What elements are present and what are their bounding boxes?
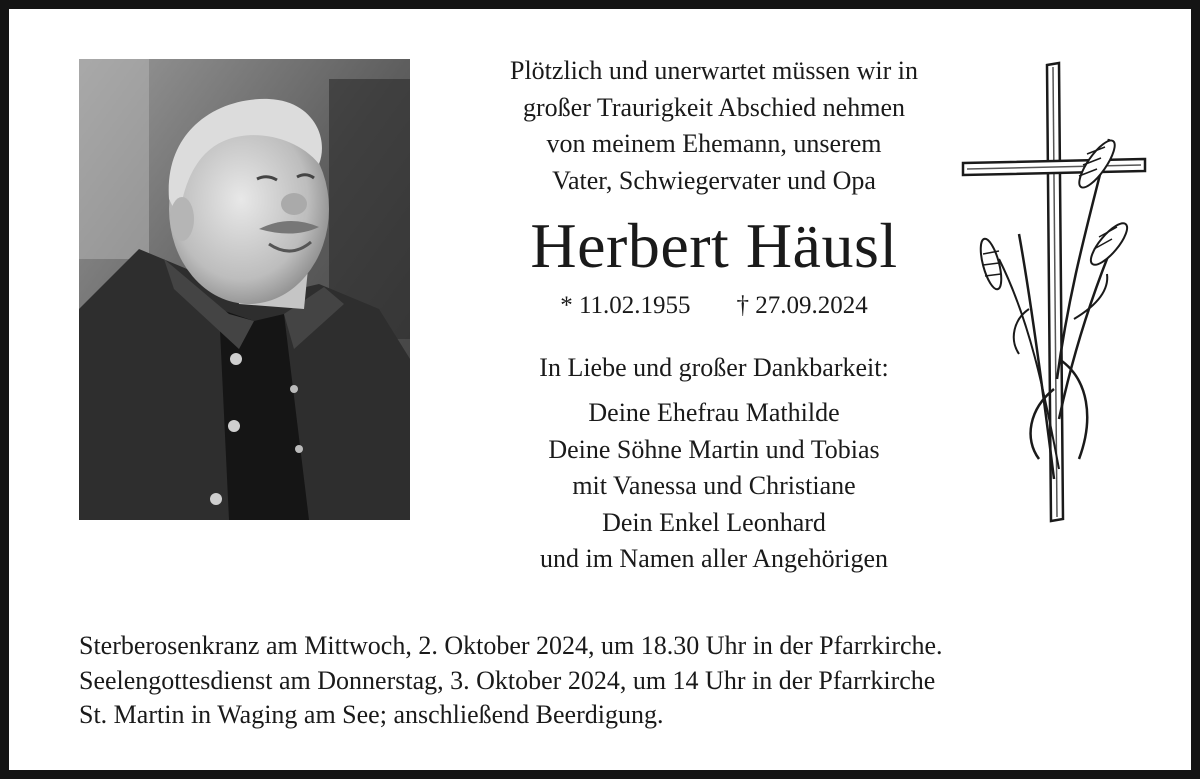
funeral-notice	[79, 629, 1169, 733]
notice-line: Sterberosenkranz am Mittwoch, 2. Oktober 2024, um 18.30 Uhr in der Pfarrkirche.	[79, 631, 943, 660]
family-line: und im Namen aller Angehörigen	[539, 544, 889, 573]
main-text-column	[429, 53, 999, 578]
intro-line: Vater, Schwiegervater und Opa	[552, 165, 876, 195]
family-line: mit Vanessa und Christiane	[572, 471, 856, 500]
portrait-photo	[79, 59, 410, 520]
birth-date: * 11.02.1955	[560, 292, 691, 319]
family-list	[429, 395, 999, 578]
intro-line: großer Traurigkeit Abschied nehmen	[523, 92, 905, 122]
notice-line: Seelengottesdienst am Donnerstag, 3. Oktober 2024, um 14 Uhr in der Pfarrkirche	[79, 665, 936, 695]
intro-text	[429, 53, 999, 199]
thanks-line: In Liebe und großer Dankbarkeit:	[539, 353, 889, 382]
death-date: † 27.09.2024	[736, 292, 868, 319]
intro-line: von meinem Ehemann, unserem	[546, 129, 882, 158]
family-line: Deine Ehefrau Mathilde	[588, 398, 840, 427]
intro-line: Plötzlich und unerwartet müssen wir in	[510, 56, 918, 85]
deceased-name: Herbert Häusl	[530, 210, 898, 281]
family-line: Dein Enkel Leonhard	[602, 507, 826, 537]
notice-line: St. Martin in Waging am See; anschließend Beerdigung.	[79, 700, 664, 729]
family-line: Deine Söhne Martin und Tobias	[548, 434, 880, 464]
cross-with-wheat-icon	[959, 59, 1149, 523]
life-dates	[429, 291, 999, 321]
